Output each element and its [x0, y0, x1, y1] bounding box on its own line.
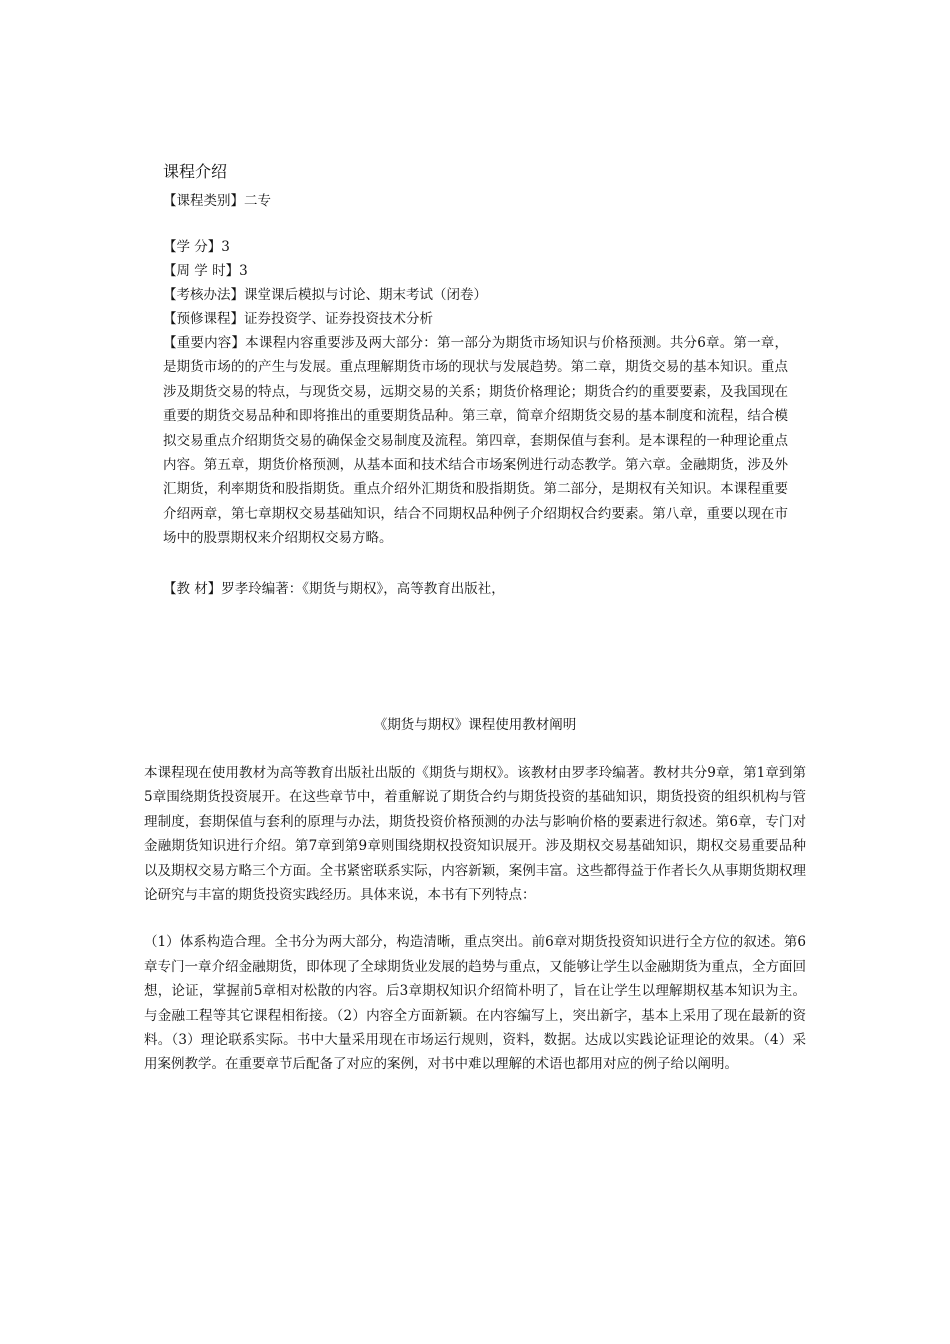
- explanation-paragraph: 本课程现在使用教材为高等教育出版社出版的《期货与期权》。该教材由罗孝玲编著。教材共分9章，第1章到第5章围绕期货投资展开。在这些章节中，着重解说了期货合约与期货投资的基础知识，期货投资的组织机构与管理制度，套期保值与套利的原理与办法，期货投资价格预测的办法与影响价格的要素进行叙述。第6章，专门对金融期货知识进行介绍。第7章到第9章则围绕期权投资知识展开。涉及期权交易基础知识，期权交易重要品种以及期权交易方略三个方面。全书紧密联系实际，内容新颖，案例丰富。这些都得益于作者长久从事期货期权理论研究与丰富的期货投资实践经历。具体来说，本书有下列特点：: [144, 765, 806, 904]
- course-category: 【课程类别】二专: [163, 193, 271, 209]
- course-textbook: 【教 材】罗孝玲编著：《期货与期权》，高等教育出版社，: [163, 580, 505, 597]
- course-assessment: 【考核办法】课堂课后模拟与讨论、期末考试（闭卷）: [163, 287, 487, 303]
- explanation-title: 《期货与期权》课程使用教材阐明: [373, 717, 577, 733]
- spacer: [163, 213, 788, 235]
- textbook-explanation-section: [144, 714, 806, 1077]
- explanation-features-paragraph: （1）体系构造合理。全书分为两大部分，构造清晰，重点突出。前6章对期货投资知识进行全方位的叙述。第6章专门一章介绍金融期货，即体现了全球期货业发展的趋势与重点，又能够让学生以金融期货为重点，全方面回想，论证，掌握前5章相对松散的内容。后3章期权知识介绍简朴明了，旨在让学生以理解期权基本知识为主。与金融工程等其它课程相衔接。（2）内容全方面新颖。在内容编写上，突出新字，基本上采用了现在最新的资料。（3）理论联系实际。书中大量采用现在市场运行规则，资料，数据。达成以实践论证理论的效果。（4）采用案例教学。在重要章节后配备了对应的案例，对书中难以理解的术语也都用对应的例子给以阐明。: [144, 934, 806, 1073]
- course-intro-section: [163, 161, 788, 601]
- course-key-content: 【重要内容】本课程内容重要涉及两大部分：第一部分为期货市场知识与价格预测。共分6章。第一章，是期货市场的的产生与发展。重点理解期货市场的现状与发展趋势。第二章，期货交易的基本知识。重点涉及期货交易的特点，与现货交易，远期交易的关系；期货价格理论；期货合约的重要要素，及我国现在重要的期货交易品种和即将推出的重要期货品种。第三章，简章介绍期货交易的基本制度和流程，结合模拟交易重点介绍期货交易的确保金交易制度及流程。第四章，套期保值与套利。是本课程的一种理论重点内容。第五章，期货价格预测，从基本面和技术结合市场案例进行动态教学。第六章。金融期货，涉及外汇期货，利率期货和股指期货。重点介绍外汇期货和股指期货。第二部分，是期权有关知识。本课程重要介绍两章，第七章期权交易基础知识，结合不同期权品种例子介绍期权合约要素。第八章，重要以现在市场中的股票期权来介绍期权交易方略。: [163, 335, 788, 547]
- course-weekly-hours: 【周 学 时】3: [163, 263, 248, 279]
- course-credit: 【学 分】3: [163, 239, 230, 255]
- course-intro-title: 课程介绍: [163, 162, 228, 181]
- course-prerequisite: 【预修课程】证券投资学、证券投资技术分析: [163, 311, 433, 327]
